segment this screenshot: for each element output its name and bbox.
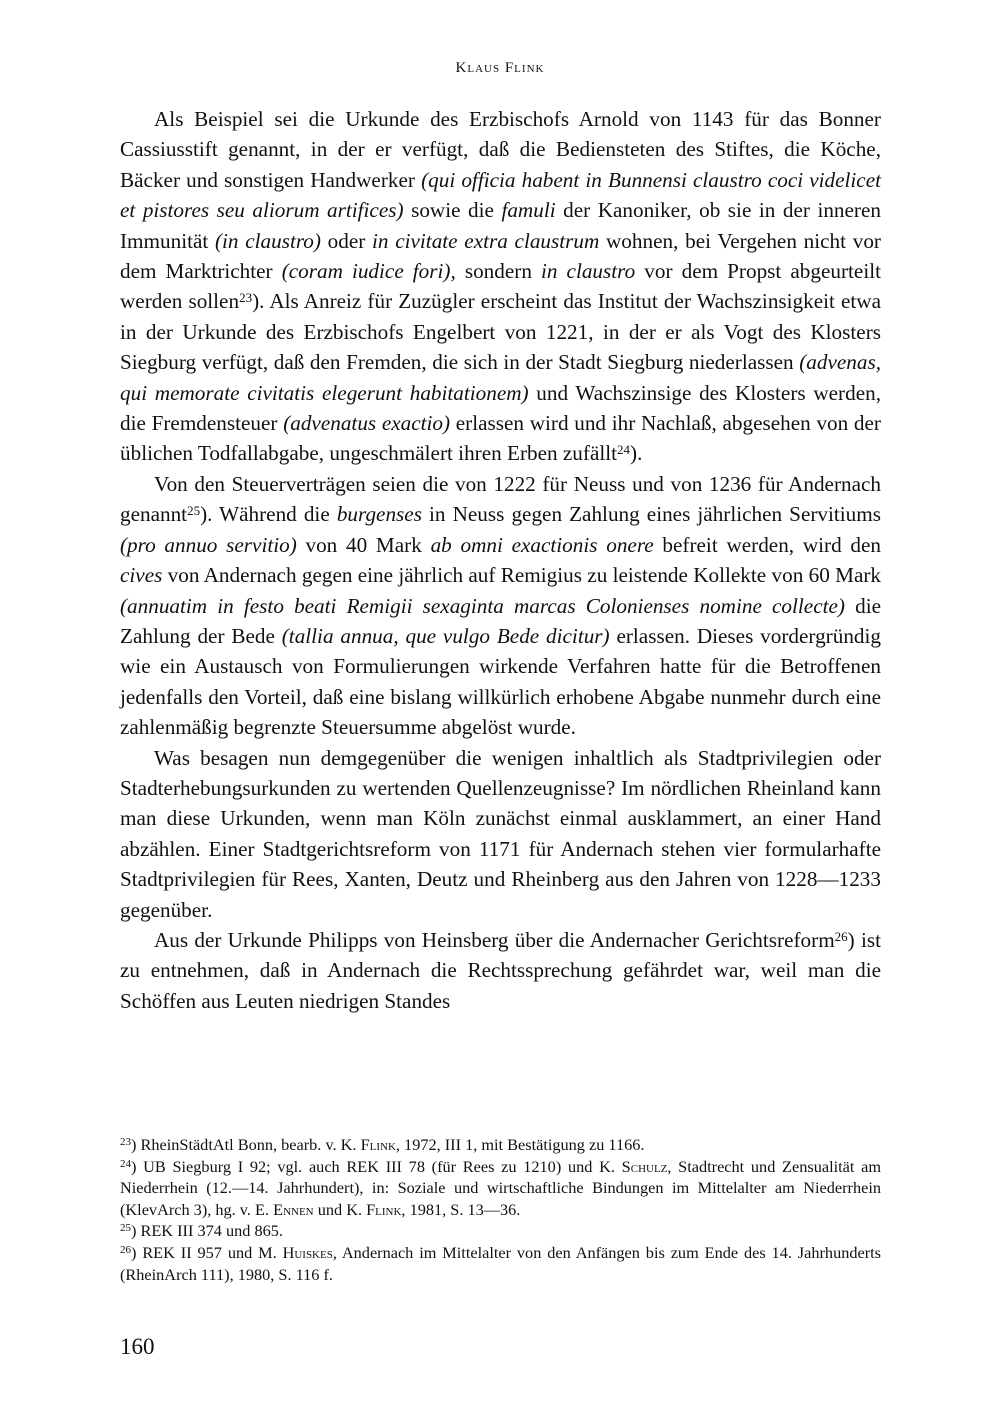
- author-name: Huiskes: [282, 1242, 333, 1262]
- text-run: der Kanoniker, ob sie in der inneren Immunität: [120, 198, 881, 253]
- text-run: sowie die: [403, 198, 502, 223]
- text-run: Aus der Urkunde Philipps von Heinsberg über die Andernacher Gerichtsreform: [154, 927, 835, 952]
- paragraph: [120, 925, 881, 1016]
- footnote-ref: 25: [120, 1222, 131, 1235]
- footnote-ref: 23: [239, 290, 253, 306]
- text-run: ) UB Siegburg I 92; vgl. auch REK III 78 (für Rees zu 1210) und K.: [131, 1156, 622, 1176]
- text-run: ).: [630, 441, 643, 466]
- latin-quote: (in claustro): [214, 228, 321, 253]
- footnote-ref: 26: [834, 928, 848, 944]
- text-run: die Zahlung der Bede: [120, 593, 881, 648]
- text-run: vor dem Propst abgeurteilt werden sollen: [120, 259, 881, 314]
- footnote-ref: 26: [120, 1243, 131, 1256]
- footnotes: [120, 1134, 881, 1285]
- paragraph: [120, 469, 881, 743]
- text-run: oder: [320, 228, 373, 253]
- latin-quote: (tallia annua, que vulgo Bede dicitur): [281, 623, 610, 648]
- latin-quote: (annuatim in festo beati Remigii sexaginta marcas Colonienses nomine collecte): [120, 593, 845, 618]
- paragraph: [120, 104, 881, 469]
- text-run: befreit werden, wird den: [653, 532, 881, 557]
- footnote-24: [120, 1156, 881, 1221]
- footnote-ref: 24: [120, 1157, 131, 1170]
- footnote-26: [120, 1242, 881, 1285]
- text-run: Was besagen nun demgegenüber die wenigen inhaltlich als Stadtprivilegien oder Stadterhebungsurkunden zu wertenden Quellenzeugnisse? Im nördlichen Rheinland kann man diese Urkunden, wenn man Köln zunächst einmal ausklammert, an einer Hand abzählen. Einer Stadtgerichtsreform von 1171 für Andernach stehen vier formularhafte Stadtprivilegien für Rees, Xanten, Deutz und Rheinberg aus den Jahren von 1228—1233 gegenüber.: [120, 745, 881, 922]
- footnote-ref: 25: [187, 503, 201, 519]
- text-run: ) REK III 374 und 865.: [131, 1221, 283, 1241]
- footnote-ref: 24: [617, 442, 631, 458]
- text-run: erlassen. Dieses vordergründig wie ein Austausch von Formulierungen wirkende Verfahren hatte für die Betroffenen jedenfalls den Vorteil, daß eine bislang willkürlich erhobene Abgabe nunmehr durch eine zahlenmäßig begrenzte Steuersumme abgelöst wurde.: [120, 623, 881, 740]
- latin-quote: ab omni exactionis onere: [430, 532, 654, 557]
- footnote-25: [120, 1220, 881, 1242]
- page-number: 160: [120, 1334, 155, 1359]
- latin-quote: (advenatus exactio): [283, 411, 451, 436]
- running-head: Klaus Flink: [455, 60, 545, 76]
- author-name: Schulz: [621, 1156, 668, 1176]
- latin-quote: in civitate extra claustrum: [372, 228, 600, 253]
- author-name: Flink: [366, 1199, 402, 1219]
- author-name: Flink: [360, 1135, 396, 1154]
- text-run: wohnen, bei Vergehen nicht vor dem Marktrichter: [120, 228, 881, 284]
- footnote-23: [120, 1134, 881, 1156]
- text-run: sondern: [455, 259, 541, 284]
- author-name: Ennen: [273, 1199, 314, 1219]
- text-run: und K.: [313, 1199, 367, 1219]
- text-run: und Wachszinsige des Klosters werden, die Fremdensteuer: [120, 380, 881, 436]
- text-run: ) ist zu entnehmen, daß in Andernach die Rechtssprechung gefährdet war, weil man die Schöffen aus Leuten niedrigen Standes: [120, 927, 881, 1013]
- text-run: erlassen wird und ihr Nachlaß, abgesehen von der üblichen Todfallabgabe, ungeschmälert ihren Erben zufällt: [120, 411, 881, 466]
- footnote-ref: 23: [120, 1136, 131, 1148]
- text-run: , 1972, III 1, mit Bestätigung zu 1166.: [395, 1135, 645, 1154]
- latin-quote: in claustro: [541, 259, 636, 284]
- text-run: ). Als Anreiz für Zuzügler erscheint das Institut der Wachszinsigkeit etwa in der Urkunde des Erzbischofs Engelbert von 1221, in der er als Vogt des Klosters Siegburg verfügt, daß den Fremden, die sich in der Stadt Siegburg niederlassen: [120, 289, 882, 375]
- latin-quote: famuli: [501, 198, 556, 223]
- text-run: , Andernach im Mittelalter von den Anfängen bis zum Ende des 14. Jahrhunderts (RheinArch 111), 1980, S. 116 f.: [120, 1242, 881, 1284]
- latin-quote: (coram iudice fori),: [281, 259, 456, 284]
- latin-quote: cives: [120, 563, 163, 588]
- text-run: von Andernach gegen eine jährlich auf Remigius zu leistende Kollekte von 60 Mark: [162, 563, 881, 588]
- latin-quote: (advenas, qui memorate civitatis elegerunt habitationem): [120, 350, 881, 405]
- text-run: ). Während die: [200, 502, 337, 527]
- latin-quote: (qui officia habent in Bunnensi claustro coci videlicet et pistores seu aliorum artifices): [120, 167, 881, 223]
- latin-quote: (pro annuo servitio): [120, 532, 297, 557]
- body-text: [120, 104, 881, 1016]
- text-run: Als Beispiel sei die Urkunde des Erzbischofs Arnold von 1143 für das Bonner Cassiusstift genannt, in der er verfügt, daß die Bediensteten des Stiftes, die Köche, Bäcker und sonstigen Handwerker: [120, 107, 881, 192]
- text-run: , 1981, S. 13—36.: [401, 1199, 521, 1219]
- text-run: in Neuss gegen Zahlung eines jährlichen Servitiums: [421, 502, 882, 527]
- text-run: Von den Steuerverträgen seien die von 1222 für Neuss und von 1236 für Andernach genannt: [120, 471, 881, 527]
- text-run: ) REK II 957 und M.: [131, 1242, 283, 1262]
- text-run: , Stadtrecht und Zensualität am Niederrhein (12.—14. Jahrhundert), in: Soziale und wirtschaftliche Bindungen im Mittelalter am Niederrhein (KlevArch 3), hg. v. E.: [120, 1156, 881, 1219]
- text-run: von 40 Mark: [296, 532, 431, 557]
- text-run: ) RheinStädtAtl Bonn, bearb. v. K.: [131, 1135, 361, 1154]
- latin-quote: burgenses: [336, 502, 422, 527]
- paragraph: [120, 743, 881, 925]
